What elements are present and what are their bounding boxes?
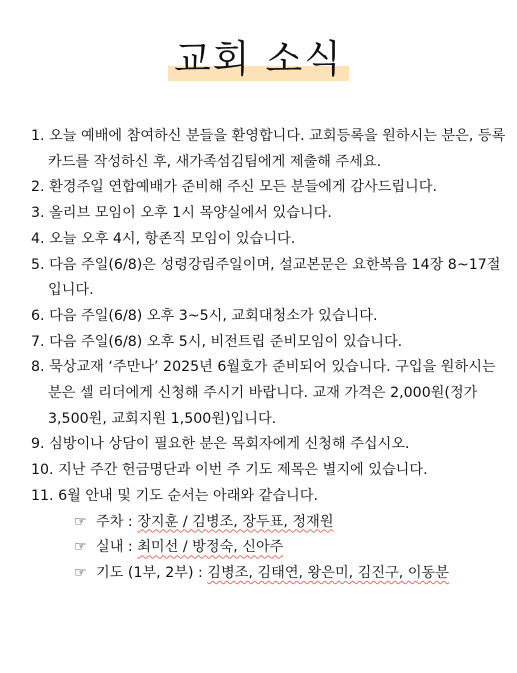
notice-number: 1.	[31, 128, 45, 144]
title-text: 교회 소식	[174, 37, 343, 81]
schedule-role: 실내 :	[96, 539, 133, 556]
pointing-hand-icon: ☞	[74, 539, 87, 556]
notice-text: 묵상교재 ‘주만나’ 2025년 6월호가 준비되어 있습니다. 구입을 원하시는 분은 셀 리더에게 신청해 주시기 바랍니다. 교재 가격은 2,000원(정가 3,500원, 교회지원 1,500원)입니다.	[48, 359, 496, 427]
notice-text: 환경주일 연합예배가 준비해 주신 모든 분들에게 감사드립니다.	[49, 179, 437, 196]
notice-number: 3.	[31, 205, 45, 222]
notice-list	[20, 124, 510, 587]
notice-item	[20, 227, 510, 253]
notice-text: 다음 주일(6/8) 오후 3~5시, 교회대청소가 있습니다.	[49, 307, 378, 324]
schedule-list	[48, 510, 510, 587]
notice-item	[20, 355, 510, 432]
notice-item	[20, 458, 510, 484]
notice-number: 7.	[31, 333, 45, 350]
notice-item	[20, 124, 510, 175]
title-wrap	[0, 34, 517, 84]
notice-number: 2.	[31, 179, 45, 196]
notice-text: 올리브 모임이 오후 1시 목양실에서 있습니다.	[49, 205, 332, 222]
pointing-hand-icon: ☞	[74, 513, 87, 530]
notice-number: 10.	[31, 462, 54, 479]
schedule-names: 김병조, 김태연, 왕은미, 김진구, 이동분	[207, 564, 449, 581]
notice-item	[20, 175, 510, 201]
notice-number: 11.	[31, 487, 54, 504]
schedule-item	[48, 535, 510, 561]
notice-item	[20, 330, 510, 356]
notice-text: 오늘 오후 4시, 항존직 모임이 있습니다.	[49, 230, 296, 247]
notice-item	[20, 304, 510, 330]
schedule-names: 장지훈 / 김병조, 장두표, 정재원	[137, 513, 334, 530]
schedule-role: 기도 (1부, 2부) :	[96, 564, 203, 581]
notice-text: 지난 주간 헌금명단과 이번 주 기도 제목은 별지에 있습니다.	[58, 462, 428, 479]
notice-number: 8.	[31, 359, 45, 376]
notice-text: 오늘 예배에 참여하신 분들을 환영합니다. 교회등록을 원하시는 분은, 등록카드를 작성하신 후, 새가족섬김팀에게 제출해 주세요.	[48, 128, 506, 170]
schedule-names: 최미선 / 방정숙, 신아주	[137, 539, 284, 556]
notice-number: 4.	[31, 230, 45, 247]
notice-text: 다음 주일(6/8) 오후 5시, 비전트립 준비모임이 있습니다.	[49, 333, 403, 350]
notice-number: 6.	[31, 307, 45, 324]
pointing-hand-icon: ☞	[74, 564, 87, 581]
notice-item	[20, 432, 510, 458]
notice-number: 5.	[31, 256, 45, 273]
schedule-item	[48, 561, 510, 587]
notice-number: 9.	[31, 436, 45, 453]
notice-item	[20, 253, 510, 304]
notice-text: 심방이나 상담이 필요한 분은 목회자에게 신청해 주십시오.	[49, 436, 410, 453]
notice-text: 다음 주일(6/8)은 성령강림주일이며, 설교본문은 요한복음 14장 8~17절입니다.	[48, 256, 501, 299]
notice-item	[20, 484, 510, 587]
schedule-role: 주차 :	[96, 513, 133, 530]
notice-text: 6월 안내 및 기도 순서는 아래와 같습니다.	[58, 487, 318, 504]
schedule-item	[48, 510, 510, 536]
notice-item	[20, 201, 510, 227]
page-title	[168, 34, 349, 84]
